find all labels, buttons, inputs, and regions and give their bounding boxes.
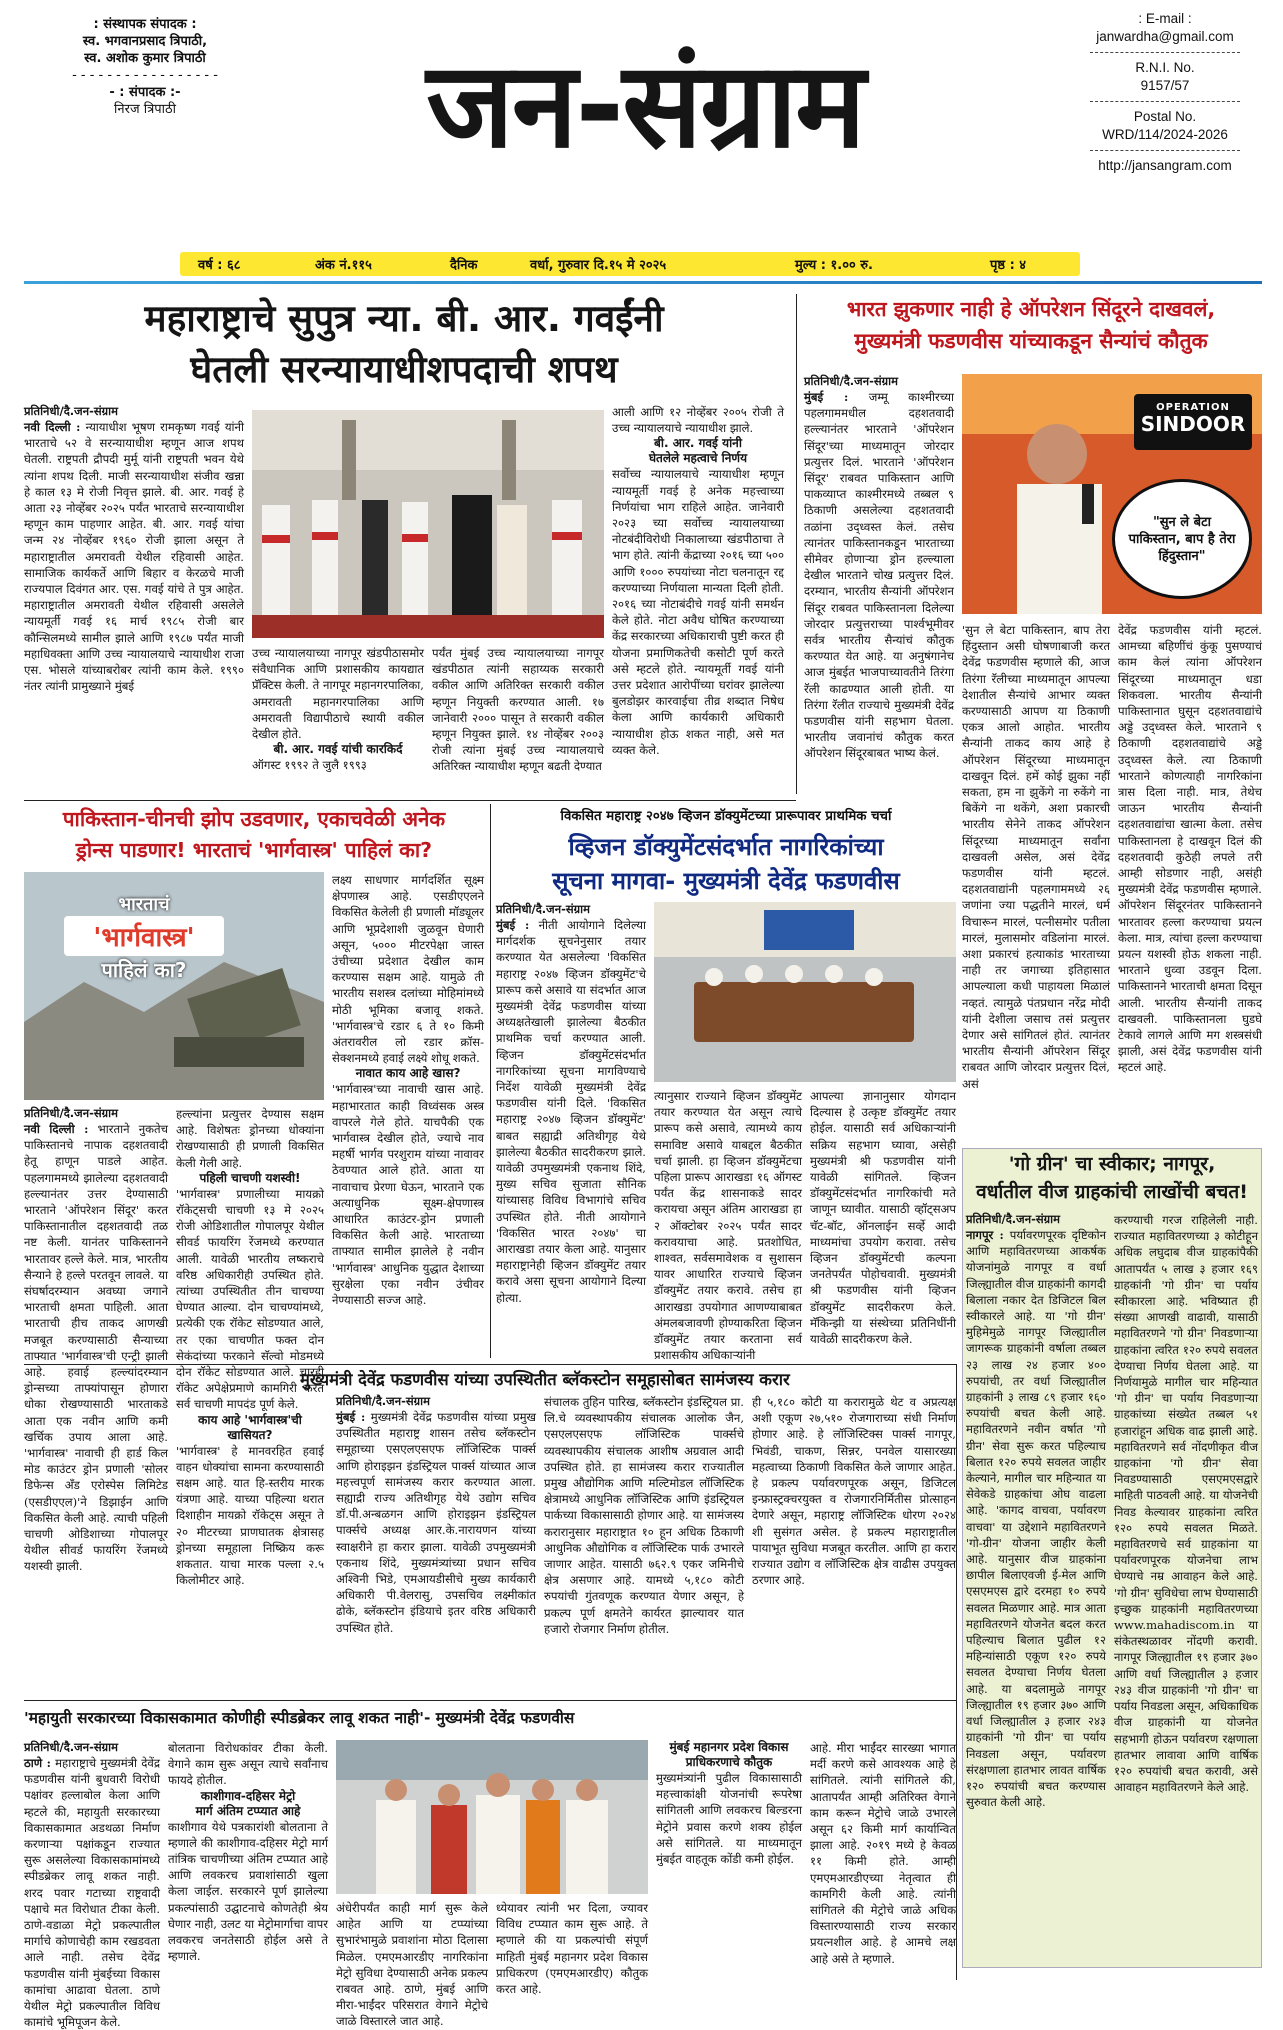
- info-page: पृष्ठ : ४: [990, 258, 1027, 273]
- story5-col1: [966, 1212, 1106, 1962]
- story2-headline: [800, 294, 1262, 357]
- story1-dateline: नवी दिल्ली :: [24, 420, 81, 434]
- story7-col4-subhead2: प्राधिकरणाचे कौतुक: [685, 1755, 773, 1769]
- story3-headline-line2: ड्रोन्स पाडणार! भारताचं 'भार्गवास्त्र' पाहिलं का?: [75, 838, 433, 862]
- story3-col2c-text: 'भार्गवास्त्र' हे मानवरहित हवाई वाहन धोक्यांचा सामना करण्यासाठी सक्षम आहे. यात हि-स्तरीय मारक यंत्रणा आहे. याच्या पहिल्या थरात दिशाहीन मायक्रो रॉकेट्स असून ते २० मीटरच्या प्राणघातक क्षेत्रासह ड्रोनच्या समूहाला निष्क्रिय करू शकतात. याचा मारक पल्ला २.५ किलोमीटर आहे.: [176, 1443, 324, 1588]
- story7-col2-subhead1: काशीगाव-दहिसर मेट्रो: [200, 1788, 296, 1803]
- story2-col3-text: देवेंद्र फडणवीस यांनी म्हटलं. आमच्या बहिणींचं कुंकू पुसण्याचं काम केलं त्यांना ऑपरेशन सिंदूरच्या माध्यमातून धडा शिकवला. भारतीय सैन्यांनी पाकिस्तानात घुसून दहशतवाद्यांचे अड्डे उद्ध्वस्त केले. भारताने ९ ठिकाणी दहशतवाद्यांचे अड्डे उद्ध्वस्त केले. त्या ठिकाणी भारताने कोणत्याही नागरिकांना त्रास दिला नाही. मात्र, तेथेच जाऊन भारतीय सैन्यांनी दहशतवाद्यांचा खात्मा केला. तसेच पाकिस्तानला हे दाखवून दिलं की दहशतवादी कुठेही लपले तरी आम्ही सोडणार नाही, असंही मुख्यमंत्री देवेंद्र फडणवीस म्हणाले. ऑपरेशन सिंदूरनंतर पाकिस्तानने भारतावर हल्ला करण्याचा प्रयत्न केला. मात्र, त्यांचा हल्ला करण्याचा प्रयत्न यशस्वी होऊ शकला नाही. भारताने धुव्वा उडवून दिला. पाकिस्तानने भारताची क्षमता दिसून आली. भारतीय सैन्यांनी ताकद दाखवली. पाकिस्तानला घुडघे टेकावे लागले आणि मग शस्त्रसंधी झाली, असं देवेंद्र फडणवीस यांनी म्हटलं आहे.: [1118, 623, 1262, 1075]
- story2-dateline: मुंबई :: [804, 390, 849, 404]
- story3-col2b-text: 'भार्गवास्त्र' प्रणालीच्या मायक्रो रॉकेट्सची चाचणी १३ मे २०२५ रोजी ओडिशातील गोपालपूर येथील सीवर्ड फायरिंग रेंजमध्ये करण्यात आली. यावेळी भारतीय लष्कराचे वरिष्ठ अधिकारीही उपस्थित होते. त्यांच्या उपस्थितीत तीन चाचण्या घेण्यात आल्या. दोन चाचण्यांमध्ये, प्रत्येकी एक रॉकेट सोडण्यात आले, तर एका चाचणीत फक्त दोन सेकंदांच्या फरकाने सॅल्वो मोडमध्ये दोन रॉकेट सोडण्यात आले. चारही रॉकेट अपेक्षेप्रमाणे कामगिरी करत सर्व चाचणी मापदंड पूर्ण केले.: [176, 1186, 324, 1412]
- story6-col1: [336, 1394, 536, 1694]
- story1-col3-text: पर्यंत मुंबई उच्च न्यायालयाच्या नागपूर खंडपीठात त्यांनी सहाय्यक सरकारी वकील आणि अतिरिक्त सरकारी वकील म्हणून नियुक्ती करण्यात आली. १७ जानेवारी २००० पासून ते सरकारी वकील म्हणून नियुक्त झाले. १४ नोव्हेंबर २००३ रोजी त्यांना मुंबई उच्च न्यायालयाचे अतिरिक्त न्यायाधीश म्हणून बढती देण्यात: [432, 646, 604, 774]
- story3-photo: [24, 872, 324, 1100]
- story7-col2-text: बोलताना विरोधकांवर टीका केली. वेगाने काम सुरू असून त्याचे सर्वांनाच फायदे होतील.: [168, 1741, 328, 1788]
- story1-col1: [24, 404, 244, 794]
- story6-byline: प्रतिनिधी/दै.जन-संग्राम: [336, 1394, 430, 1408]
- rni-label: R.N.I. No.: [1135, 60, 1195, 75]
- story4-byline: प्रतिनिधी/दै.जन-संग्राम: [496, 902, 590, 916]
- story4-photo: [654, 902, 956, 1082]
- story7-col2-subhead2: मार्ग अंतिम टप्प्यात आहे: [195, 1803, 301, 1818]
- story1-col2-text: उच्च न्यायालयाच्या नागपूर खंडपीठासमोर संवैधानिक आणि प्रशासकीय कायद्यात प्रॅक्टिस केली. ते नागपूर महानगरपालिका, अमरावती महानगरपालिका आणि अमरावती विद्यापीठाचे स्थायी वकील देखील होते.: [252, 646, 424, 742]
- info-year: वर्ष : ६८: [198, 258, 241, 273]
- story5-headline-line2: वर्धातील वीज ग्राहकांची लाखोंची बचत!: [976, 1181, 1248, 1203]
- story2-photo: [962, 374, 1262, 614]
- story2-col3: [1118, 622, 1262, 1142]
- story7-headline: 'महायुती सरकारच्या विकासकामात कोणीही स्पीडब्रेकर लावू शकत नाही'- मुख्यमंत्री देवेंद्र फडणवीस: [24, 1709, 575, 1727]
- info-date: वर्धा, गुरुवार दि.१५ मे २०२५: [530, 258, 667, 273]
- story7-col3-text: अंधेरीपर्यंत काही मार्ग सुरू केले आहेत आणि या टप्प्यांच्या सुभारंभामुळे प्रवाशांना मोठा दिलासा मिळेल. एमएमआरडीए नागरिकांना मेट्रो सुविधा देण्यासाठी अनेक प्रकल्प राबवत आहे. ठाणे, मुंबई आणि मीरा-भाईंदर परिसरात वेगाने मेट्रोचे जाळे विस्तारले जात आहे.: [336, 1901, 488, 2029]
- story4-headline: [496, 830, 956, 898]
- story5-headline-line1: 'गो ग्रीन' चा स्वीकार; नागपूर,: [1008, 1153, 1216, 1175]
- email-label: : E-mail :: [1138, 11, 1192, 26]
- story1-col1-text: न्यायाधीश भूषण रामकृष्ण गवई यांनी भारताचे ५२ वे सरन्यायाधीश म्हणून आज शपथ घेतली. राष्ट्रपती द्रौपदी मुर्मू यांनी राष्ट्रपती भवन येथे त्यांना शपथ दिली. माजी सरन्यायाधीश संजीव खन्ना हे काल १३ मे रोजी निवृत्त झाले. बी. आर. गवई हे आता २३ नोव्हेंबर २०२५ पर्यंत भारताचे सरन्यायाधीश म्हणून काम पाहणार आहेत. बी. आर. गवई यांचा जन्म २४ नोव्हेंबर १९६० रोजी झाला असून ते महाराष्ट्रातील अमरावती येथील रहिवासी आहेत. सामाजिक कार्यकर्ते आणि बिहार व केरळचे माजी राज्यपाल दिवंगत आर. एस. गवई यांचे ते पुत्र आहेत. महाराष्ट्रातील अमरावती येथील रहिवासी असलेले न्यायमूर्ती गवई १६ मार्च १९८५ रोजी बार कौन्सिलमध्ये सामील झाले आणि १९८७ पर्यंत माजी महाधिवक्ता आणि उच्च न्यायालयाचे न्यायाधीश राजा एस. भोसले यांच्याबरोबर त्यांनी काम केले. १९९० नंतर त्यांनी प्रामुख्याने मुंबई: [24, 420, 244, 694]
- image-text-2: 'भार्गवास्त्र': [64, 916, 224, 956]
- story7-col4: [496, 1900, 648, 1997]
- story4-headline-line1: व्हिजन डॉक्युमेंटसंदर्भात नागरिकांच्या: [568, 833, 884, 861]
- op-label-bottom: SINDOOR: [1140, 412, 1246, 436]
- story6-col1-text: मुख्यमंत्री देवेंद्र फडणवीस यांच्या प्रमुख उपस्थितीत महाराष्ट्र शासन तसेच ब्लॅकस्टोन समूहाच्या एसएलएसएफ लॉजिस्टिक पार्क्स आणि होराइझन इंडस्ट्रियल पार्क्स यांच्यात आज महत्त्वपूर्ण सामंजस्य करार करण्यात आला. सह्याद्री राज्य अतिथीगृह येथे उद्योग सचिव डॉ.पी.अन्बळगन आणि होराइझन इंडस्ट्रियल पार्क्सचे अध्यक्ष आर.के.नारायणन यांच्या स्वाक्षरीने हा करार झाला. यावेळी उपमुख्यमंत्री एकनाथ शिंदे, मुख्यमंत्र्यांच्या प्रधान सचिव अश्विनी भिडे, एमआयडीसीचे मुख्य कार्यकारी अधिकारी पी.वेलरासु, उपसचिव लक्ष्मीकांत ढोके, ब्लॅकस्टोन इंडियाचे इतर वरिष्ठ अधिकारी उपस्थित होते.: [336, 1410, 536, 1635]
- postal-label: Postal No.: [1133, 109, 1197, 124]
- story2-col1: [804, 374, 954, 794]
- story1-col4-subhead1: बी. आर. गवई यांनी: [654, 436, 742, 451]
- story4-dateline: मुंबई :: [496, 918, 530, 932]
- story1-col4a-text: आली आणि १२ नोव्हेंबर २००५ रोजी ते उच्च न्यायालयाचे न्यायाधीश झाले.: [612, 405, 784, 436]
- story6-col3: [752, 1394, 956, 1694]
- story1-col4-subhead2: घेतलेले महत्वाचे निर्णय: [648, 451, 748, 466]
- story2-col2: [962, 622, 1110, 1142]
- story4-col2-text: त्यानुसार राज्याने व्हिजन डॉक्युमेंट तयार करण्यात येत असून त्याचे प्रारूप कसे असावे, त्यामध्ये काय समाविष्ट असावे याबद्दल बैठकीत चर्चा झाली. हा व्हिजन डॉक्युमेंटचा पहिला प्रारूप आराखडा १६ ऑगस्ट पर्यंत केंद्र शासनाकडे सादर करायचा असून अंतिम आराखडा हा २ ऑक्टोबर २०२५ पर्यंत सादर करावयाचा आहे. प्रतशोधित, शाश्वत, सर्वसमावेशक व सुशासन यावर आधारित राज्याचे व्हिजन डॉक्युमेंट तयार करावे. तसेच हा आराखडा उपयोगात आणण्याबाबत अंमलबजावणी होण्याकरिता व्हिजन डॉक्युमेंट तयार करताना सर्व प्रशासकीय अधिकाऱ्यांनी: [654, 1089, 802, 1363]
- story3-col3-text: लक्ष्य साधणार मार्गदर्शित सूक्ष्म क्षेपणास्त्र आहे. एसडीएएलने विकसित केलेली ही प्रणाली मॉड्यूलर आणि भूप्रदेशाशी जुळवून घेणारी असून, ५००० मीटरपेक्षा जास्त उंचीच्या प्रदेशात देखील काम करण्यास सक्षम आहे. यामुळे ती भारतीय सशस्त्र दलांच्या मोहिमांमध्ये मोठी भूमिका बजावू शकते. 'भार्गवास्त्र'चे रडार ६ ते १० किमी अंतरावरील लो रडार क्रॉस-सेक्शनमध्ये हवाई लक्ष्ये शोधू शकते.: [332, 873, 484, 1066]
- story1-col3: [432, 645, 604, 795]
- info-type: दैनिक: [450, 258, 478, 273]
- info-bar: [180, 252, 1080, 276]
- founder-name-1: स्व. भगवानप्रसाद त्रिपाठी,: [82, 34, 208, 49]
- story3-col2-text: हल्ल्यांना प्रत्युत्तर देण्यास सक्षम आहे. विशेषतः ड्रोनच्या धोक्यांना रोखण्यासाठी ही प्रणाली विकसित केली गेली आहे.: [176, 1107, 324, 1170]
- story5-col1-text: पर्यावरणपूरक दृष्टिकोन आणि महावितरणच्या आकर्षक योजनांमुळे नागपूर व वर्धा जिल्ह्यातील वीज ग्राहकांनी कागदी बिलाला नकार देत डिजिटल बिल स्वीकारले आहे. या 'गो ग्रीन' मुहिमेमुळे नागपूर जिल्ह्यातील जागरूक ग्राहकांनी वर्षाला तब्बल २३ लाख २४ हजार ४०० रुपयांची, तर वर्धा जिल्ह्यातील ग्राहकांनी ३ लाख ८९ हजार १६० रुपयांची बचत केली आहे. महावितरणने नवीन वर्षात 'गो ग्रीन' सेवा सुरू करत पहिल्याच बिलात १२० रुपये सवलत जाहीर केल्याने, मागील चार महिन्यात या सेवेकडे ग्राहकांचा ओघ वाढला आहे. 'कागद वाचवा, पर्यावरण वाचवा' या उद्देशाने महावितरणने 'गो-ग्रीन' योजना जाहीर केली आहे. यानुसार वीज ग्राहकांना छापील बिलाएवजी ई-मेल आणि एसएमएस द्वारे दरमहा १० रुपये सवलत मिळणार आहे. मात्र आता महावितरणने योजनेत बदल करत पहिल्याच बिलात पुढील १२ महिन्यांसाठी एकूण १२० रुपये सवलत देण्याचा निर्णय घेतला आहे. या बदलामुळे नागपूर जिल्ह्यातील १९ हजार ३७० आणि वर्धा जिल्ह्यातील ३ हजार २४३ ग्राहकांनी 'गो ग्रीन' चा पर्याय निवडला असून, पर्यावरण संरक्षणाला हातभार लावत वार्षिक १२० रुपयांची बचत करण्यास सुरुवात केली आहे.: [966, 1228, 1107, 1810]
- story7-col2: [168, 1740, 328, 1980]
- story3-headline-line1: पाकिस्तान-चीनची झोप उडवणार, एकाचवेळी अनेक: [62, 807, 446, 831]
- story6-col3-text: ही ५,१८० कोटी या करारामुळे थेट व अप्रत्यक्ष अशी एकूण २७,५१० रोजगाराच्या संधी निर्माण होणार आहे. हे लॉजिस्टिक्स पार्क्स नागपूर, भिवंडी, चाकण, सिन्नर, पनवेल यासारख्या महत्वाच्या ठिकाणी विकसित केले जाणार आहेत. हे प्रकल्प पर्यावरणपूरक असून, डिजिटल इन्फ्रास्ट्रक्चरयुक्त व रोजगारनिर्मितीस प्रोत्साहन देणारे असून, महाराष्ट्र लॉजिस्टिक धोरण २०२४ शी सुसंगत असेल. हे प्रकल्प महाराष्ट्रातील पायाभूत सुविधा मजबूत करतील. आणि हा करार राज्यात उद्योग व लॉजिस्टिक क्षेत्र वाढीस उपयुक्त ठरणार आहे.: [752, 1395, 956, 1588]
- story3-col3b-text: 'भार्गवास्त्र'च्या नावाची खास आहे. महाभारतात काही विध्वंसक अस्त्र वापरले गेले होते. याचपैकी एक भार्गवास्त्र देखील होते, ज्याचे नाव महर्षी भार्गव परशुराम यांच्या नावावर ठेवण्यात आले होते. आता या नावाचाच प्रेरणा घेऊन, भारताने एक अत्याधुनिक सूक्ष्म-क्षेपणास्त्र आधारित काउंटर-ड्रोन प्रणाली विकसित केली आहे. भारताच्या ताफ्यात सामील झालेले हे नवीन 'भार्गवास्त्र' आधुनिक युद्धात देशाच्या सुरक्षेला एका नवीन उंचीवर नेण्यासाठी सज्ज आहे.: [332, 1082, 484, 1308]
- story1-photo: [252, 410, 604, 638]
- story7-col4-subhead1: मुंबई महानगर प्रदेश विकास: [669, 1740, 789, 1754]
- editor-label: - : संपादक :-: [109, 85, 181, 100]
- image-text-3: पाहिलं का?: [101, 958, 187, 982]
- story3-col2: [176, 1106, 324, 1588]
- story6-dateline: मुंबई :: [336, 1410, 366, 1424]
- story7-col4-text: ध्येयावर त्यांनी भर दिला, ज्यावर विविध टप्प्यात काम सुरू आहे. ते म्हणाले की या प्रकल्पांची संपूर्ण माहिती मुंबई महानगर प्रदेश विकास प्राधिकरण (एमएमआरडीए) कौतुक करत आहे.: [496, 1901, 648, 1997]
- story6-col2-text: संचालक तुहिन पारिख, ब्लॅकस्टोन इंडस्ट्रियल प्रा. लि.चे व्यवस्थापकीय संचालक आलोक जैन, एसएलएसएफ लॉजिस्टिक पार्क्सचे व्यवस्थापकीय संचालक आशीष अग्रवाल आदी उपस्थित होते. हा सामंजस्य करार राज्यातील प्रमुख औद्योगिक आणि मल्टिमोडल लॉजिस्टिक क्षेत्रामध्ये आधुनिक लॉजिस्टिक आणि इंडस्ट्रियल पार्कच्या विकासासाठी होणार आहे. या सामंजस्य करारानुसार महाराष्ट्रात १० हून अधिक ठिकाणी आधुनिक औद्योगिक व लॉजिस्टिक पार्क उभारले जाणार आहेत. यासाठी ७६२.९ एकर जमिनीचे क्षेत्र असणार आहे. यामध्ये ५,१८० कोटी रुपयांची गुंतवणूक करण्यात येणार असून, हे प्रकल्प पूर्ण क्षमतेने कार्यरत झाल्यावर यात हजारो रोजगार निर्माण होतील.: [544, 1395, 744, 1636]
- story5-dateline: नागपूर :: [966, 1228, 1004, 1242]
- founder-name-2: स्व. अशोक कुमार त्रिपाठी: [84, 51, 206, 66]
- story5-byline: प्रतिनिधी/दै.जन-संग्राम: [966, 1212, 1060, 1226]
- story6-col2: [544, 1394, 744, 1694]
- story4-col1: [496, 902, 646, 1358]
- email-address[interactable]: janwardha@gmail.com: [1096, 29, 1234, 44]
- story1-byline: प्रतिनिधी/दै.जन-संग्राम: [24, 404, 118, 418]
- contact-block: [1070, 10, 1260, 175]
- quote-text: "सुन ले बेटा पाकिस्तान, बाप है तेरा हिंदुस्तान": [1128, 514, 1236, 564]
- story3-dateline: नवी दिल्ली :: [24, 1122, 89, 1136]
- story7-col4b-text: मुख्यमंत्र्यांनी पुढील विकासासाठी महत्त्वाकांक्षी योजनांची रूपरेषा सांगितली आणि लवकरच बिल्डरना मेट्रोने प्रवास करणे शक्य होईल असे सांगितले. या माध्यमातून मुंबईत वाहतूक कोंडी कमी होईल.: [656, 1771, 802, 1867]
- story1-col2-subhead: बी. आर. गवई यांची कारकिर्द: [273, 742, 403, 757]
- newspaper-title: जन-संग्राम: [426, 36, 864, 174]
- story5-col2-text: करण्याची गरज राहिलेली नाही. राज्यात महावितरणच्या ३ कोटीहून अधिक लघुदाब वीज ग्राहकांपैकी आतापर्यंत ५ लाख ३ हजार १६९ ग्राहकांनी 'गो ग्रीन' चा पर्याय स्वीकारला आहे. भविष्यात ही संख्या आणखी वाढावी, यासाठी महावितरणने 'गो ग्रीन' निवडणाऱ्या ग्राहकांना त्वरित १२० रुपये सवलत देण्याचा निर्णय घेतला आहे. या निर्णयामुळे मागील चार महिन्यात 'गो ग्रीन' चा पर्याय निवडणाऱ्या ग्राहकांच्या संख्येत तब्बल ५१ हजारांहून अधिक वाढ झाली आहे. महावितरणने सर्व नोंदणीकृत वीज ग्राहकांना 'गो ग्रीन' सेवा निवडण्यासाठी एसएमएसद्वारे माहिती पाठवली आहे. या योजनेची निवड केल्यावर ग्राहकांना त्वरित १२० रुपये सवलत मिळते. महावितरणचे सर्व ग्राहकांना या पर्यावरणपूरक योजनेचा लाभ घेण्याचे नम्र आवाहन केले आहे. 'गो ग्रीन' सुविधेचा लाभ घेण्यासाठी इच्छुक ग्राहकांनी महावितरणच्या www.mahadiscom.in या संकेतस्थळावर नोंदणी करावी. नागपूर जिल्ह्यातील १९ हजार ३७० आणि वर्धा जिल्ह्यातील ३ हजार २४३ वीज ग्राहकांनी 'गो ग्रीन' चा पर्याय निवडला असून, अधिकाधिक वीज ग्राहकांनी या योजनेत सहभागी होऊन पर्यावरण रक्षणाला हातभार लावावा आणि वार्षिक १२० रुपयांची बचत करावी, असे आवाहन महावितरणने केले आहे.: [1114, 1213, 1258, 1795]
- story3-col3: [332, 872, 484, 1358]
- story1-col2b-text: ऑगस्ट १९९२ ते जुलै १९९३: [252, 758, 367, 773]
- story1-headline-line1: महाराष्ट्राचे सुपुत्र न्या. बी. आर. गवईंनी: [144, 297, 664, 340]
- story7-col5-text: आहे. मीरा भाईंदर सारख्या भागात मर्दी करणे कसे आवश्यक आहे हे सांगितले. त्यांनी सांगितले की, आतापर्यंत आम्ही अतिरिक्त वेगाने काम करून मेट्रोचे जाळे उभारले असून ६२ किमी मार्ग कार्यान्वित झाला आहे. २०१९ मध्ये हे केवळ ११ किमी होते. आम्ही एमएमआरडीएच्या नेतृत्वात ही कामगिरी केली आहे. त्यांनी सांगितले की मेट्रोचे जाळे अधिक विस्तारण्यासाठी राज्य सरकार प्रयत्नशील आहे. हे आमचे लक्ष आहे असे ते म्हणाले.: [810, 1741, 956, 1966]
- story3-col2-subhead2: काय आहे 'भार्गवास्त्र'ची खासियत?: [198, 1412, 302, 1442]
- editor-name: निरज त्रिपाठी: [114, 102, 176, 117]
- leaders-illustration: [336, 1740, 648, 1894]
- masthead-rule: [24, 281, 1262, 284]
- info-issue: अंक नं.११५: [315, 258, 372, 273]
- meeting-illustration: [654, 902, 956, 1082]
- story3-col3-subhead: नावात काय आहे खास?: [355, 1066, 461, 1081]
- story7-byline: प्रतिनिधी/दै.जन-संग्राम: [24, 1740, 118, 1754]
- founder-block: [40, 16, 250, 118]
- story7-col4b: [656, 1740, 802, 1980]
- story1-col2: [252, 645, 424, 795]
- postal-number: WRD/114/2024-2026: [1102, 127, 1228, 142]
- story3-col1-text: भारताने नुकतेच पाकिस्तानचे नापाक दहशतवादी हेतू हाणून पाडले आहेत. पहलगाममध्ये झालेल्या दहशतवादी हल्ल्यानंतर उत्तर देण्यासाठी भारताने 'ऑपरेशन सिंदूर' करत पाकिस्तानातील दहशतवादी तळ नष्ट केली. यानंतर पाकिस्तानने भारतावर हल्ले केले. मात्र, भारतीय सैन्याने हे हल्ले परतवून लावले. या संघर्षादरम्यान अवघ्या जगाने भारताची क्षमता पाहिली. आता भारताची हीच ताकद आणखी मजबूत करण्यासाठी सैन्याच्या ताफ्यात 'भार्गवास्त्र'ची एन्ट्री झाली आहे. हवाई हल्ल्यांदरम्यान ड्रोन्सच्या ताफ्यांपासून होणारा धोका रोखण्यासाठी भारताकडे आता एक नवीन आणि कमी खर्चिक उपाय आला आहे. 'भार्गवास्त्र' नावाची ही हार्ड किल मोड काउंटर ड्रोन प्रणाली 'सोलर डिफेन्स अँड एरोस्पेस लिमिटेड (एसडीएएल)'ने डिझाईन आणि विकसित केली आहे. त्याची पहिली चाचणी ओडिशाच्या गोपालपूर येथील सीवर्ड फायरिंग रेंजमध्ये यशस्वी झाली.: [24, 1122, 168, 1574]
- story5-col2: [1114, 1212, 1258, 1962]
- story6-headline: मुख्यमंत्री देवेंद्र फडणवीस यांच्या उपस्थितीत ब्लॅकस्टोन समूहासोबत सामंजस्य करार: [300, 1370, 790, 1389]
- operation-sindoor-badge: [1134, 394, 1252, 450]
- story1-headline: [24, 294, 784, 396]
- image-text-1: भारताचं: [118, 894, 170, 915]
- story2-col1-text: जम्मू काश्मीरच्या पहलगाममधील दहशतवादी हल्ल्यानंतर भारताने 'ऑपरेशन सिंदूर'च्या माध्यमातून जोरदार प्रत्युत्तर दिलं. भारताने 'ऑपरेशन सिंदूर' राबवत पाकिस्तान आणि पाकव्याप्त काश्मीरमध्ये तब्बल ९ ठिकाणी असलेल्या दहशतवादी तळांना उद्ध्वस्त केलं. तसेच त्यानंतर पाकिस्तानकडून भारताच्या सीमेवर होणाऱ्या ड्रोन हल्ल्याला देखील भारताने चोख प्रत्युत्तर दिलं. दरम्यान, भारतीय सैन्यांनी ऑपरेशन सिंदूर राबवत पाकिस्तानला दिलेल्या जोरदार प्रत्युत्तराच्या पार्श्वभूमीवर सर्वत्र भारतीय सैन्यांचं कौतुक करण्यात येत आहे. या अनुषंगानेच आज मुंबईत भाजपाच्यावतीने तिरंगा रॅली काढण्यात आली होती. या तिरंगा रॅलीत राज्याचे मुख्यमंत्री देवेंद्र फडणवीस यांनी सहभाग घेतला. भारतीय जवानांचं कौतुक करत ऑपरेशन सिंदूरबाबत भाष्य केलं.: [804, 390, 955, 761]
- story4-col3-text: आपल्या ज्ञानानुसार योगदान दिल्यास हे उत्कृष्ट डॉक्युमेंट तयार होईल. यासाठी सर्व अधिकाऱ्यांनी सक्रिय सहभाग घ्यावा, असेही मुख्यमंत्री श्री फडणवीस यांनी यावेळी सांगितले. व्हिजन डॉक्युमेंटसंदर्भात नागरिकांची मते जाणून घ्यावीत. यासाठी व्हॉट्सअप चॅट-बॉट, ऑनलाईन सर्व्हे आदी माध्यमांचा उपयोग करावा. तसेच व्हिजन डॉक्युमेंटची कल्पना जनतेपर्यंत पोहोचवावी. मुख्यमंत्री श्री फडणवीस यांनी व्हिजन डॉक्युमेंट सादरीकरण केले. मॅकिन्झी या संस्थेच्या प्रतिनिधींनी यावेळी सादरीकरण केले.: [810, 1089, 956, 1347]
- story3-byline: प्रतिनिधी/दै.जन-संग्राम: [24, 1106, 118, 1120]
- story4-col1-text: नीती आयोगाने दिलेल्या मार्गदर्शक सूचनेनुसार तयार करण्यात येत असलेल्या 'विकसित महाराष्ट्र २०४७ व्हिजन डॉक्युमेंट'चे प्रारूप कसे असावे या संदर्भात आज मुख्यमंत्री देवेंद्र फडणवीस यांच्या अध्यक्षतेखाली झालेल्या बैठकीत प्राथमिक चर्चा करण्यात आली. व्हिजन डॉक्युमेंटसंदर्भात नागरिकांच्या सूचना मागविण्याचे निर्देश यावेळी मुख्यमंत्री देवेंद्र फडणवीस यांनी दिले. 'विकसित महाराष्ट्र २०४७ व्हिजन डॉक्युमेंट' बाबत सह्याद्री अतिथीगृह येथे झालेल्या बैठकीत सादरीकरण झाले. यावेळी उपमुख्यमंत्री एकनाथ शिंदे, मुख्य सचिव सुजाता सौनिक यांच्यासह विविध विभागांचे सचिव उपस्थित होते. नीती आयोगाने 'विकसित भारत २०४७' चा आराखडा तयार केला आहे. यानुसार महाराष्ट्रानेही व्हिजन डॉक्युमेंट तयार करावे असा सूचना आयोगाने दिल्या होत्या.: [496, 918, 646, 1305]
- info-price: मुल्य : १.०० रु.: [795, 258, 873, 273]
- story1-col4: [612, 404, 784, 794]
- story2-headline-line2: मुख्यमंत्री फडणवीस यांच्याकडून सैन्यांचं कौतुक: [854, 329, 1208, 353]
- op-label-top: OPERATION: [1156, 402, 1230, 413]
- story7-col2b-text: काशीगाव येथे पत्रकारांशी बोलताना ते म्हणाले की काशीगाव-दहिसर मेट्रो मार्ग तांत्रिक चाचणीच्या अंतिम टप्प्यात आहे आणि लवकरच प्रवाशांसाठी खुला केला जाईल. सरकारने पूर्ण झालेल्या प्रकल्पांसाठी उद्घाटनाचे कोणतेही श्रेय घेणार नाही, उलट या मेट्रोमार्गाचा वापर लवकरच जनतेसाठी होईल असे ते म्हणाले.: [168, 1819, 328, 1964]
- story4-col3: [810, 1088, 956, 1358]
- rni-number: 9157/57: [1140, 78, 1190, 93]
- story1-col4b-text: सर्वोच्च न्यायालयाचे न्यायाधीश म्हणून न्यायमूर्ती गवई हे अनेक महत्त्वाच्या निर्णयांचा भाग राहिले आहेत. जानेवारी २०२३ च्या सर्वोच्च न्यायालयाच्या नोटबंदीविरोधी निकालाच्या खंडपीठाचा ते भाग होते. त्यांनी केंद्राच्या २०१६ च्या ५०० आणि १००० रुपयांच्या नोटा चलनातून रद्द करण्याच्या निर्णयाला मान्यता दिली होती. २०१६ च्या नोटाबंदीचे गवई यांनी समर्थन केले होते. नोटा अवैध घोषित करण्याच्या केंद्र सरकारच्या अधिकाराची पुष्टी करत ही योजना प्रमाणिकतेची कसोटी पूर्ण करते असे म्हटले होते. न्यायमूर्ती गवई यांनी उत्तर प्रदेशात आरोपींच्या घरांवर झालेल्या बुलडोझर कारवाईचा तीव्र शब्दात निषेध केला आणि कार्यकारी अधिकारी न्यायाधीश होऊ शकत नाही, असे मत व्यक्त केले.: [612, 467, 784, 757]
- story7-col1: [24, 1740, 160, 2030]
- story5-headline: [966, 1150, 1258, 1206]
- story2-byline: प्रतिनिधी/दै.जन-संग्राम: [804, 374, 898, 388]
- story2-headline-line1: भारत झुकणार नाही हे ऑपरेशन सिंदूरने दाखवलं,: [846, 297, 1216, 321]
- story7-col3: [336, 1900, 488, 2029]
- story7-photo: [336, 1740, 648, 1894]
- story1-headline-line2: घेतली सरन्यायाधीशपदाची शपथ: [190, 348, 618, 391]
- story3-col1: [24, 1106, 168, 1574]
- founder-label: : संस्थापक संपादक :: [93, 17, 197, 32]
- quote-bubble: [1112, 479, 1252, 599]
- story4-headline-line2: सूचना मागवा- मुख्यमंत्री देवेंद्र फडणवीस: [552, 867, 900, 895]
- story2-col2-text: 'सुन ले बेटा पाकिस्तान, बाप तेरा हिंदुस्तान असी घोषणाबाजी करत देवेंद्र फडणवीस म्हणाले की, आज तिरंगा रॅलीच्या माध्यमातून आपल्या देशातील सैन्यांचे आभार व्यक्त करण्यासाठी आपण या ठिकाणी एकत्र आलो आहोत. भारतीय सैन्यांनी ताकद काय आहे हे ऑपरेशन सिंदूरच्या माध्यमातून दाखवून दिलं. हमें कोई झुका नहीं सकता, हम ना झुकेंगे ना रुकेंगे ना बिकेंगे ना थकेंगे, अशा प्रकारची भारतीय सेनेने ताकद ऑपरेशन सिंदूरच्या माध्यमातून सर्वांना दाखवली असेल, असं देवेंद्र फडणवीस यांनी म्हटलं. दहशतवाद्यांनी पहलगाममध्ये २६ जणांना ज्या पद्धतीने मारलं, धर्म विचारून मारलं, पत्नीसमोर पतीला मारलं, मुलासमोर वडिलांना मारलं. अशा प्रकारचं हत्याकांड भारताच्या नाही तर जगाच्या इतिहासात आपल्याला कधी पाहायला मिळालं नव्हतं. त्यामुळे पंतप्रधान नरेंद्र मोदी यांनी देशीला जसाच तसं प्रत्युत्तर देणार असे सांगितलं होतं. त्यानंतर भारतीय सैन्यांनी ऑपरेशन सिंदूर राबवत आणि जोरदार प्रत्युत्तर दिलं, असं: [962, 623, 1110, 1091]
- story3-col2-subhead: पहिली चाचणी यशस्वी!: [199, 1170, 301, 1185]
- story4-kicker: विकसित महाराष्ट्र २०४७ व्हिजन डॉक्युमेंटच्या प्रारूपावर प्राथमिक चर्चा: [560, 809, 892, 824]
- story7-col5: [810, 1740, 956, 1980]
- website-link[interactable]: http://jansangram.com: [1098, 158, 1232, 173]
- story3-headline: [24, 804, 484, 866]
- story7-dateline: ठाणे :: [24, 1756, 51, 1770]
- dash-line: - - - - - - - - - - - - - - - - -: [72, 68, 218, 83]
- story7-col1-text: महाराष्ट्राचे मुख्यमंत्री देवेंद्र फडणवीस यांनी बुधवारी विरोधी पक्षांवर हल्लाबोल केला आणि म्हटले की, महायुती सरकारच्या विकासकामात अडथळा निर्माण करणाऱ्या पक्षांकडून राज्यात सुरू असलेल्या विकासकामांमध्ये स्पीडब्रेकर लावू शकत नाही. शरद पवार गटाच्या राष्ट्रवादी पक्षाचे मत विरोधात टीका केली. ठाणे-वडाळा मेट्रो प्रकल्पातील मार्गाचे कोणाचेही काम रखडवता आले नाही. तसेच देवेंद्र फडणवीस यांनी मुंबईच्या विकास कामांचा आढावा घेतला. ठाणे येथील मेट्रो प्रकल्पातील विविध कामांचे भूमिपूजन केले.: [24, 1756, 160, 2030]
- story3-image-caption: [64, 892, 224, 983]
- swearing-in-illustration: [252, 410, 604, 638]
- story4-col2: [654, 1088, 802, 1363]
